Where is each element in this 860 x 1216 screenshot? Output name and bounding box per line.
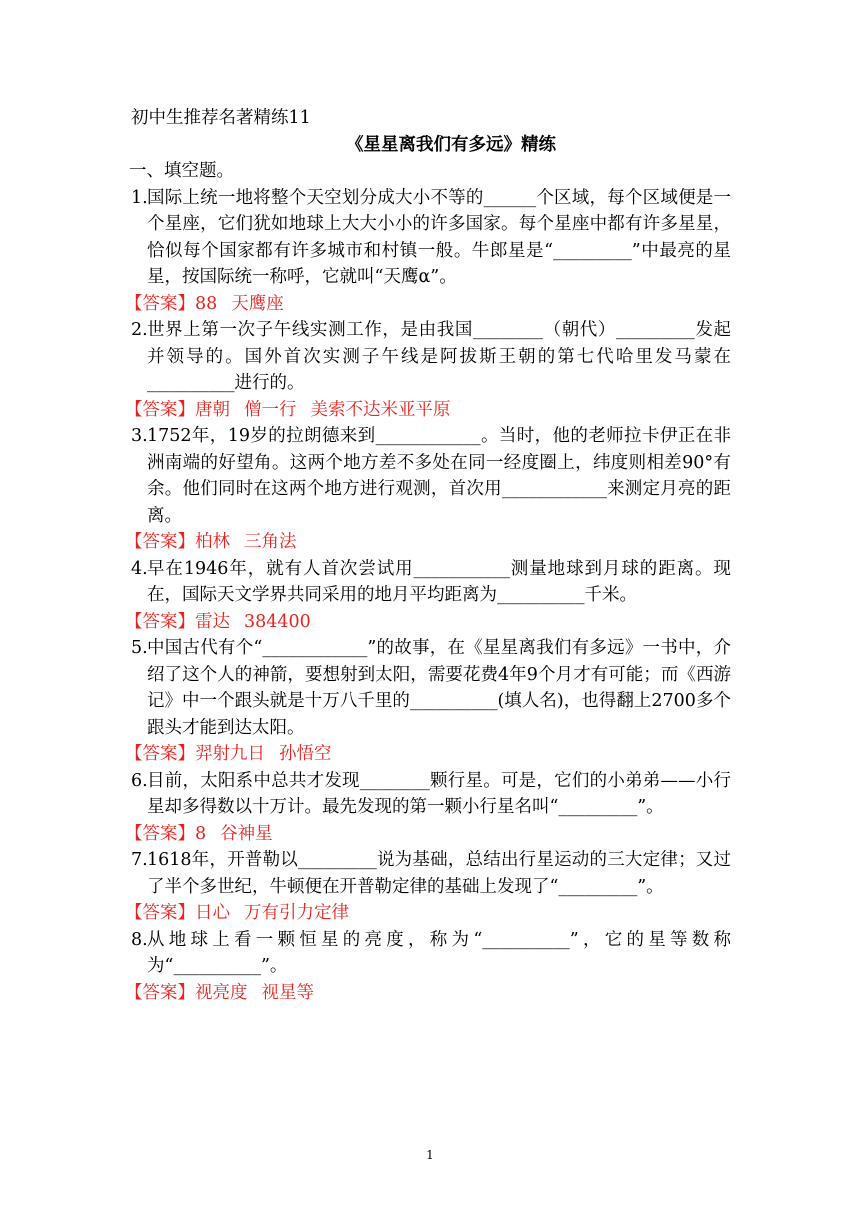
answer-line [125, 741, 731, 768]
question-item [131, 768, 731, 821]
answer-value: 谷神星 [220, 823, 273, 844]
answer-line [125, 980, 731, 1007]
answer-value: 天鹰座 [231, 293, 284, 314]
question-item [131, 317, 731, 397]
answer-value: 万有引力定律 [244, 903, 349, 923]
question-list [125, 185, 731, 1007]
series-label: 初中生推荐名著精练11 [131, 108, 311, 128]
answer-value: 唐朝 [195, 399, 230, 420]
answer-label: 【答案】 [125, 399, 195, 420]
question-text: 国际上统一地将整个天空划分成大小不等的______个区域，每个区域便是一个星座，它们犹如地球上大大小小的许多国家。每个星座中都有许多星星，恰似每个国家都有许多城市和村镇一般。牛郎星是“_________”中最亮的星星，按国际统一称呼，它就叫“天鹰α”。 [147, 187, 731, 287]
question-number: 4. [131, 558, 148, 579]
question-number: 7. [131, 850, 148, 870]
answer-value: 384400 [244, 611, 311, 632]
question-item [131, 185, 731, 291]
page-number: 1 [426, 1148, 434, 1162]
question-item [131, 635, 731, 741]
answer-value: 雷达 [195, 611, 230, 632]
document-title: 《星星离我们有多远》精练 [346, 134, 556, 155]
question-text: 从地球上看一颗恒星的亮度，称为“__________”，它的星等数称为“__________”。 [147, 929, 731, 976]
section-heading: 一、填空题。 [129, 161, 234, 181]
question-item [131, 556, 731, 609]
answer-value: 羿射九日 [195, 744, 265, 764]
answer-label: 【答案】 [125, 293, 195, 314]
answer-value: 8 [195, 823, 207, 844]
answer-label: 【答案】 [125, 982, 195, 1003]
answer-line [125, 529, 731, 556]
question-item [131, 847, 731, 900]
question-number: 5. [131, 638, 148, 658]
question-text: 中国古代有个“____________”的故事，在《星星离我们有多远》一书中，介绍了这个人的神箭，要想射到太阳，需要花费4年9个月才有可能；而《西游记》中一个跟头就是十万八千里的__________(填人名)，也得翻上2700多个跟头才能到达太阳。 [147, 638, 731, 738]
answer-label: 【答案】 [125, 903, 195, 923]
question-text: 1618年，开普勒以_________说为基础，总结出行星运动的三大定律；又过了半个多世纪，牛顿便在开普勒定律的基础上发现了“_________”。 [147, 850, 731, 897]
answer-value: 柏林 [195, 532, 230, 552]
answer-value: 88 [195, 293, 218, 314]
answer-line [125, 291, 731, 318]
question-text: 早在1946年，就有人首次尝试用___________测量地球到月球的距离。现在，国际天文学界共同采用的地月平均距离为__________千米。 [147, 558, 731, 605]
answer-value: 美索不达米亚平原 [310, 399, 451, 420]
document-content [125, 105, 731, 1006]
answer-line [125, 821, 731, 848]
answer-line [125, 397, 731, 424]
answer-value: 孙悟空 [279, 744, 332, 764]
answer-label: 【答案】 [125, 532, 195, 552]
answer-line [125, 609, 731, 636]
answer-value: 三角法 [244, 532, 297, 552]
question-text: 世界上第一次子午线实测工作，是由我国________（朝代）_________发起并领导的。国外首次实测子午线是阿拔斯王朝的第七代哈里发马蒙在__________进行的。 [147, 320, 731, 393]
answer-line [125, 900, 731, 927]
question-number: 6. [131, 770, 148, 791]
question-number: 2. [131, 320, 148, 340]
answer-label: 【答案】 [125, 611, 195, 632]
question-item [131, 423, 731, 529]
question-number: 1. [131, 187, 148, 208]
answer-value: 视亮度 [195, 982, 248, 1003]
question-item [131, 927, 731, 980]
answer-value: 僧一行 [244, 399, 297, 420]
answer-value: 日心 [195, 903, 230, 923]
question-number: 3. [131, 426, 148, 446]
question-text: 1752年，19岁的拉朗德来到____________。当时，他的老师拉卡伊正在非洲南端的好望角。这两个地方差不多处在同一经度圈上，纬度则相差90°有余。他们同时在这两个地方进行观测，首次用____________来测定月亮的距离。 [147, 426, 731, 526]
question-number: 8. [131, 929, 148, 950]
answer-value: 视星等 [261, 982, 314, 1003]
answer-label: 【答案】 [125, 823, 195, 844]
answer-label: 【答案】 [125, 744, 195, 764]
question-text: 目前，太阳系中总共才发现________颗行星。可是，它们的小弟弟——小行星却多得数以十万计。最先发现的第一颗小行星名叫“_________”。 [147, 770, 731, 817]
